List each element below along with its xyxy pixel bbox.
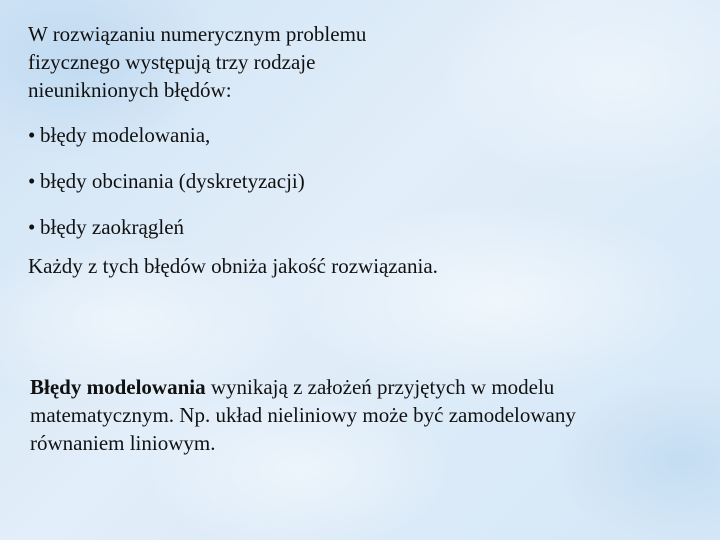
intro-line-1: W rozwiązaniu numerycznym problemu [28, 22, 367, 46]
list-item-truncation-errors [28, 167, 305, 195]
list-item-modeling-errors [28, 121, 305, 149]
definition-line-2: matematycznym. Np. układ nieliniowy może być zamodelowany [30, 403, 576, 427]
summary-sentence: Każdy z tych błędów obniża jakość rozwiązania. [28, 254, 438, 278]
list-item-label: błędy zaokrągleń [40, 215, 185, 239]
intro-line-3: nieuniknionych błędów: [28, 78, 232, 102]
intro-paragraph [28, 20, 468, 104]
error-types-list [28, 121, 305, 259]
list-item-label: błędy obcinania (dyskretyzacji) [40, 169, 305, 193]
bullet-marker: • [28, 215, 36, 239]
list-item-label: błędy modelowania, [40, 123, 211, 147]
modeling-errors-definition [30, 373, 690, 457]
bullet-marker: • [28, 123, 36, 147]
definition-line-3: równaniem liniowym. [30, 431, 216, 455]
bullet-marker: • [28, 169, 36, 193]
intro-line-2: fizycznego występują trzy rodzaje [28, 50, 316, 74]
definition-line-1-rest: wynikają z założeń przyjętych w modelu [205, 375, 555, 399]
definition-term: Błędy modelowania [30, 375, 206, 399]
list-item-rounding-errors [28, 213, 305, 241]
